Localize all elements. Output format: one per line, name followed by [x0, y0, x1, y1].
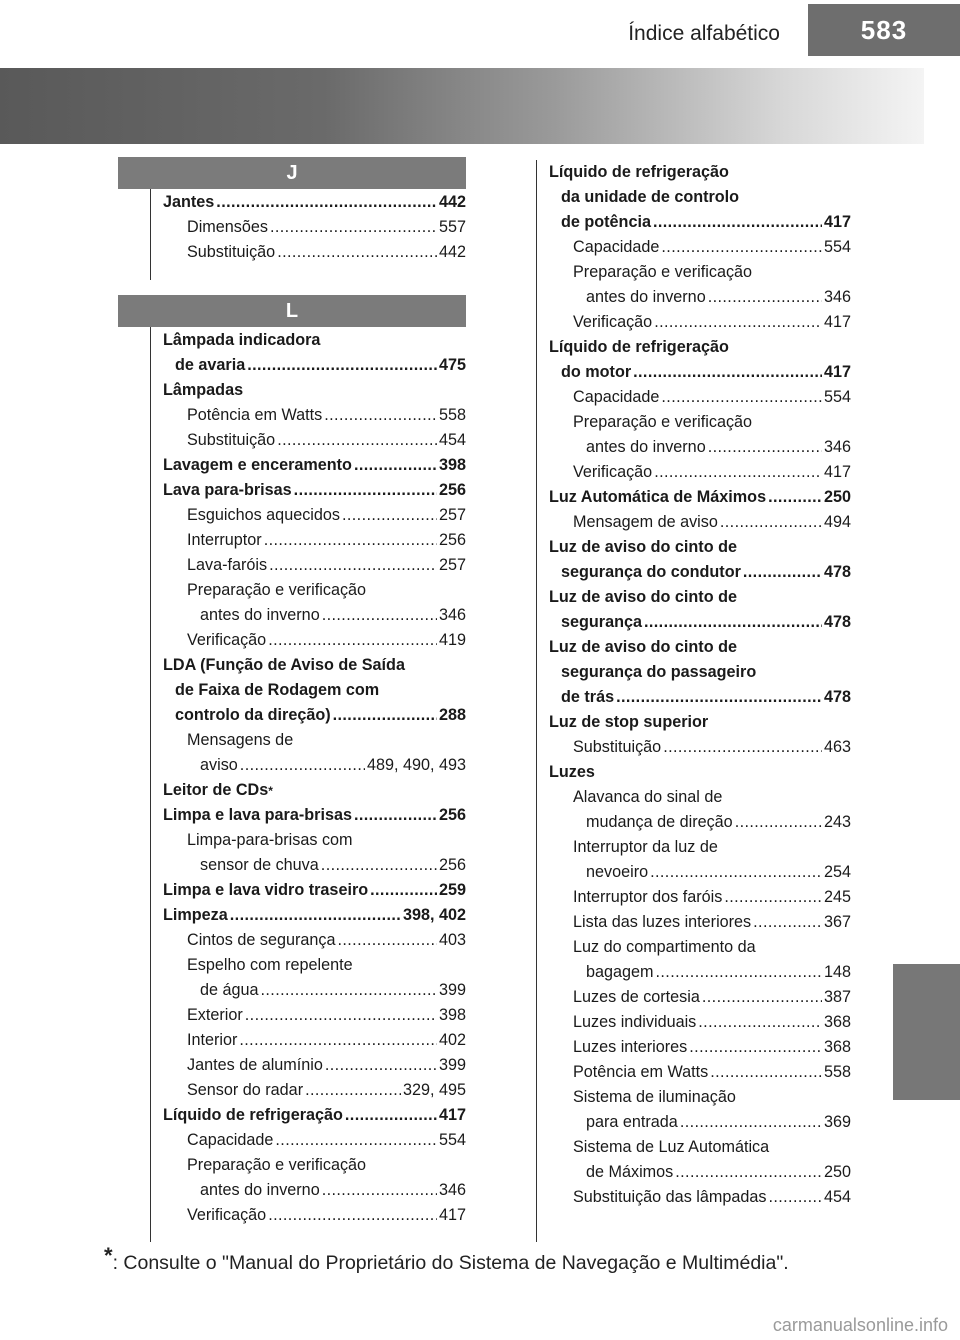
dot-leader	[277, 240, 437, 265]
dot-leader	[675, 1160, 822, 1185]
entry-term: Substituição das lâmpadas	[573, 1188, 767, 1206]
index-entry	[549, 535, 851, 560]
index-entry	[549, 360, 851, 385]
index-entry	[549, 960, 851, 985]
entry-page-ref: 558	[438, 406, 466, 424]
entry-page-ref: 554	[438, 1131, 466, 1149]
entry-term: Interruptor da luz de	[573, 838, 718, 856]
entry-term: Espelho com repelente	[187, 956, 353, 974]
entry-term: controlo da direção)	[175, 706, 331, 724]
index-entry	[549, 1060, 851, 1085]
entry-term: Luz de aviso do cinto de	[549, 538, 737, 556]
index-column-left-j	[163, 190, 466, 265]
index-entry	[163, 628, 466, 653]
entry-term: Interruptor	[187, 531, 262, 549]
entry-page-ref: 398	[438, 456, 466, 474]
index-entry	[163, 928, 466, 953]
column-rule-left-2	[150, 326, 151, 1242]
index-entry	[549, 285, 851, 310]
entry-page-ref: 494	[823, 513, 851, 531]
dot-leader	[354, 803, 437, 828]
dot-leader	[305, 1078, 401, 1103]
index-entry	[549, 985, 851, 1010]
entry-term: do motor	[561, 363, 632, 381]
entry-term: Sistema de iluminação	[573, 1088, 736, 1106]
entry-term: Luz de aviso do cinto de	[549, 638, 737, 656]
index-entry	[549, 510, 851, 535]
dot-leader	[735, 810, 822, 835]
entry-page-ref: 329, 495	[402, 1081, 466, 1099]
index-entry	[163, 478, 466, 503]
index-entry	[549, 1185, 851, 1210]
dot-leader	[325, 1053, 437, 1078]
index-entry	[549, 260, 851, 285]
entry-term: Preparação e verificação	[573, 413, 753, 431]
dot-leader	[724, 885, 822, 910]
entry-term: Substituição	[573, 738, 662, 756]
index-entry	[549, 735, 851, 760]
dot-leader	[768, 1185, 822, 1210]
dot-leader	[633, 360, 822, 385]
index-entry	[163, 528, 466, 553]
index-entry	[549, 885, 851, 910]
entry-term: Limpa-para-brisas com	[187, 831, 353, 849]
dot-leader	[277, 428, 437, 453]
entry-term: para entrada	[586, 1113, 678, 1131]
entry-page-ref: 256	[438, 856, 466, 874]
entry-page-ref: 417	[823, 213, 851, 231]
entry-page-ref: 259	[438, 881, 466, 899]
entry-term: Leitor de CDs	[163, 781, 269, 799]
dot-leader	[708, 435, 822, 460]
entry-page-ref: 256	[438, 806, 466, 824]
dot-leader	[661, 235, 822, 260]
index-entry	[163, 1028, 466, 1053]
entry-page-ref: 478	[823, 563, 851, 581]
index-entry	[163, 378, 466, 403]
dot-leader	[710, 1060, 822, 1085]
entry-term: mudança de direção	[586, 813, 733, 831]
dot-leader	[708, 285, 822, 310]
dot-leader	[653, 210, 822, 235]
index-entry	[549, 910, 851, 935]
index-entry	[549, 410, 851, 435]
index-entry	[163, 903, 466, 928]
entry-term: de trás	[561, 688, 615, 706]
index-entry	[549, 585, 851, 610]
index-entry	[549, 610, 851, 635]
entry-page-ref: 478	[823, 613, 851, 631]
index-entry	[549, 1085, 851, 1110]
dot-leader	[743, 560, 822, 585]
dot-leader	[239, 1028, 437, 1053]
dot-leader	[644, 610, 822, 635]
index-entry	[163, 328, 466, 353]
dot-leader	[270, 215, 437, 240]
entry-term: de Máximos	[586, 1163, 674, 1181]
entry-term: Limpeza	[163, 906, 228, 924]
entry-page-ref: 250	[823, 488, 851, 506]
dot-leader	[216, 190, 437, 215]
dot-leader	[345, 1103, 437, 1128]
dot-leader	[322, 1178, 437, 1203]
index-entry	[163, 828, 466, 853]
entry-page-ref: 475	[438, 356, 466, 374]
entry-term: segurança do condutor	[561, 563, 741, 581]
dot-leader	[663, 735, 822, 760]
index-entry	[163, 190, 466, 215]
dot-leader	[702, 985, 822, 1010]
index-entry	[163, 553, 466, 578]
dot-leader	[324, 403, 437, 428]
entry-term: Exterior	[187, 1006, 243, 1024]
entry-term: Verificação	[573, 313, 653, 331]
entry-page-ref: 243	[823, 813, 851, 831]
dot-leader	[321, 853, 437, 878]
index-entry	[163, 453, 466, 478]
entry-term: Jantes de alumínio	[187, 1056, 323, 1074]
entry-term: Potência em Watts	[573, 1063, 709, 1081]
entry-page-ref: 419	[438, 631, 466, 649]
index-entry	[163, 428, 466, 453]
entry-term: Substituição	[187, 243, 276, 261]
entry-page-ref: 148	[823, 963, 851, 981]
entry-term: Lâmpada indicadora	[163, 331, 321, 349]
dot-leader	[654, 310, 822, 335]
entry-term: Luz Automática de Máximos	[549, 488, 767, 506]
entry-page-ref: 399	[438, 981, 466, 999]
entry-term: antes do inverno	[200, 606, 320, 624]
entry-term: Capacidade	[187, 1131, 274, 1149]
entry-term: Interruptor dos faróis	[573, 888, 723, 906]
index-entry	[549, 760, 851, 785]
section-title: Índice alfabético	[628, 22, 780, 45]
index-column-left-l	[163, 328, 466, 1228]
index-entry	[163, 353, 466, 378]
index-entry	[163, 853, 466, 878]
entry-page-ref: 346	[438, 606, 466, 624]
index-entry	[549, 335, 851, 360]
column-rule-left	[150, 188, 151, 280]
index-entry	[549, 210, 851, 235]
dot-leader	[698, 1010, 822, 1035]
dot-leader	[753, 910, 822, 935]
index-entry	[549, 460, 851, 485]
entry-page-ref: 346	[823, 288, 851, 306]
index-entry	[163, 728, 466, 753]
index-entry	[163, 240, 466, 265]
dot-leader	[680, 1110, 822, 1135]
entry-page-ref: 442	[438, 243, 466, 261]
entry-term: Líquido de refrigeração	[549, 338, 729, 356]
page-header	[0, 0, 960, 58]
entry-term: Limpa e lava para-brisas	[163, 806, 352, 824]
index-entry	[549, 860, 851, 885]
dot-leader	[654, 460, 822, 485]
entry-term: Luzes de cortesia	[573, 988, 700, 1006]
index-entry	[163, 878, 466, 903]
entry-page-ref: 346	[438, 1181, 466, 1199]
entry-term: Mensagem de aviso	[573, 513, 718, 531]
entry-page-ref: 403	[438, 931, 466, 949]
index-entry	[163, 703, 466, 728]
entry-term: Mensagens de	[187, 731, 294, 749]
index-entry	[549, 810, 851, 835]
entry-term: aviso	[200, 756, 238, 774]
entry-term: Dimensões	[187, 218, 268, 236]
index-entry	[549, 710, 851, 735]
dot-leader	[370, 878, 437, 903]
entry-term: Verificação	[573, 463, 653, 481]
index-entry	[549, 635, 851, 660]
entry-term: Cintos de segurança	[187, 931, 336, 949]
index-entry	[549, 185, 851, 210]
entry-term: LDA (Função de Aviso de Saída	[163, 656, 405, 674]
entry-term: Potência em Watts	[187, 406, 323, 424]
index-entry	[549, 485, 851, 510]
entry-term: Luz do compartimento da	[573, 938, 756, 956]
index-entry	[163, 503, 466, 528]
index-entry	[163, 1078, 466, 1103]
column-rule-middle	[536, 160, 537, 1242]
entry-page-ref: 399	[438, 1056, 466, 1074]
section-header-j: J	[118, 157, 466, 189]
entry-term: Lava para-brisas	[163, 481, 292, 499]
dot-leader	[268, 628, 437, 653]
chapter-tab	[893, 964, 960, 1100]
dot-leader	[656, 960, 822, 985]
footnote-star: *	[104, 1243, 113, 1268]
entry-page-ref: 417	[823, 313, 851, 331]
entry-page-ref: 368	[823, 1013, 851, 1031]
entry-term: Lava-faróis	[187, 556, 268, 574]
dot-leader	[354, 453, 437, 478]
section-header-l: L	[118, 295, 466, 327]
dot-leader	[230, 903, 401, 928]
entry-page-ref: 478	[823, 688, 851, 706]
entry-term: Luzes interiores	[573, 1038, 688, 1056]
index-entry	[163, 1053, 466, 1078]
entry-page-ref: 256	[438, 531, 466, 549]
entry-term: da unidade de controlo	[561, 188, 740, 206]
entry-term: sensor de chuva	[200, 856, 319, 874]
dot-leader	[616, 685, 822, 710]
watermark: carmanualsonline.info	[772, 1315, 948, 1335]
entry-term: segurança	[561, 613, 642, 631]
entry-term: Lavagem e enceramento	[163, 456, 352, 474]
entry-term: bagagem	[586, 963, 654, 981]
index-entry: Leitor de CDs *	[163, 778, 466, 803]
index-entry	[549, 685, 851, 710]
index-entry	[163, 1128, 466, 1153]
entry-term: de avaria	[175, 356, 246, 374]
dot-leader	[275, 1128, 437, 1153]
entry-term: Substituição	[187, 431, 276, 449]
index-entry	[163, 403, 466, 428]
index-entry	[163, 953, 466, 978]
index-entry	[163, 1178, 466, 1203]
entry-term: Sistema de Luz Automática	[573, 1138, 770, 1156]
entry-page-ref: 368	[823, 1038, 851, 1056]
entry-term: Capacidade	[573, 238, 660, 256]
entry-term: nevoeiro	[586, 863, 649, 881]
entry-term: Jantes	[163, 193, 215, 211]
entry-page-ref: 250	[823, 1163, 851, 1181]
entry-page-ref: 442	[438, 193, 466, 211]
entry-page-ref: 454	[438, 431, 466, 449]
index-entry	[163, 215, 466, 240]
entry-page-ref: 417	[823, 363, 851, 381]
entry-term: Lista das luzes interiores	[573, 913, 752, 931]
entry-page-ref: 398, 402	[402, 906, 466, 924]
entry-page-ref: 288	[438, 706, 466, 724]
entry-term: de Faixa de Rodagem com	[175, 681, 380, 699]
entry-term: Verificação	[187, 631, 267, 649]
entry-page-ref: 257	[438, 506, 466, 524]
dot-leader	[333, 703, 437, 728]
entry-term: segurança do passageiro	[561, 663, 757, 681]
dot-leader	[247, 353, 437, 378]
index-entry	[549, 785, 851, 810]
entry-term: Líquido de refrigeração	[549, 163, 729, 181]
index-entry	[549, 235, 851, 260]
entry-term: antes do inverno	[200, 1181, 320, 1199]
entry-page-ref: 346	[823, 438, 851, 456]
index-entry	[549, 385, 851, 410]
entry-term: Preparação e verificação	[573, 263, 753, 281]
index-entry	[163, 603, 466, 628]
entry-page-ref: 558	[823, 1063, 851, 1081]
dot-leader	[268, 1203, 437, 1228]
entry-term: antes do inverno	[586, 438, 706, 456]
index-entry	[163, 653, 466, 678]
index-entry	[549, 935, 851, 960]
entry-term: Capacidade	[573, 388, 660, 406]
entry-page-ref: 463	[823, 738, 851, 756]
dot-leader	[240, 753, 365, 778]
entry-term: Luzes	[549, 763, 595, 781]
index-entry	[163, 578, 466, 603]
entry-term: Preparação e verificação	[187, 581, 367, 599]
entry-page-ref: 367	[823, 913, 851, 931]
entry-term: de potência	[561, 213, 651, 231]
index-entry	[549, 660, 851, 685]
entry-page-ref: 257	[438, 556, 466, 574]
entry-term: Interior	[187, 1031, 238, 1049]
index-entry	[549, 1010, 851, 1035]
dot-leader	[245, 1003, 437, 1028]
index-entry	[163, 978, 466, 1003]
entry-page-ref: 417	[438, 1206, 466, 1224]
header-banner	[0, 68, 924, 144]
dot-leader	[337, 928, 437, 953]
index-entry	[549, 1110, 851, 1135]
dot-leader	[261, 978, 437, 1003]
dot-leader	[720, 510, 822, 535]
entry-term: Esguichos aquecidos	[187, 506, 340, 524]
entry-page-ref: 398	[438, 1006, 466, 1024]
index-entry	[163, 1003, 466, 1028]
dot-leader	[689, 1035, 822, 1060]
dot-leader	[650, 860, 822, 885]
index-entry	[549, 1160, 851, 1185]
index-entry	[549, 560, 851, 585]
index-entry	[163, 1203, 466, 1228]
index-entry	[163, 803, 466, 828]
entry-term: Luz de aviso do cinto de	[549, 588, 737, 606]
entry-term: Líquido de refrigeração	[163, 1106, 343, 1124]
dot-leader	[768, 485, 822, 510]
entry-page-ref: 454	[823, 1188, 851, 1206]
entry-page-ref: 554	[823, 388, 851, 406]
entry-page-ref: 557	[438, 218, 466, 236]
entry-page-ref: 417	[823, 463, 851, 481]
index-entry	[163, 1103, 466, 1128]
entry-term: Lâmpadas	[163, 381, 244, 399]
entry-page-ref: 369	[823, 1113, 851, 1131]
dot-leader	[322, 603, 437, 628]
index-entry	[549, 435, 851, 460]
dot-leader	[342, 503, 437, 528]
index-column-right	[549, 160, 851, 1210]
entry-term: antes do inverno	[586, 288, 706, 306]
footnote	[104, 1243, 789, 1275]
index-entry	[163, 753, 466, 778]
entry-term: Limpa e lava vidro traseiro	[163, 881, 369, 899]
entry-term: Alavanca do sinal de	[573, 788, 723, 806]
entry-page-ref: 417	[438, 1106, 466, 1124]
dot-leader	[294, 478, 437, 503]
entry-term: Luz de stop superior	[549, 713, 709, 731]
entry-page-ref: 254	[823, 863, 851, 881]
footnote-text: : Consulte o "Manual do Proprietário do Sistema de Navegação e Multimédia".	[112, 1252, 789, 1274]
entry-page-ref: 554	[823, 238, 851, 256]
entry-term: Sensor do radar	[187, 1081, 304, 1099]
index-entry	[163, 1153, 466, 1178]
index-entry	[549, 1035, 851, 1060]
page-number: 583	[808, 4, 960, 56]
dot-leader	[264, 528, 437, 553]
index-entry	[163, 678, 466, 703]
entry-term: Verificação	[187, 1206, 267, 1224]
entry-page-ref: 489, 490, 493	[366, 756, 466, 774]
entry-term: Luzes individuais	[573, 1013, 697, 1031]
dot-leader	[661, 385, 822, 410]
entry-term: de água	[200, 981, 259, 999]
entry-page-ref: 402	[438, 1031, 466, 1049]
entry-page-ref: 387	[823, 988, 851, 1006]
index-entry	[549, 310, 851, 335]
index-entry	[549, 835, 851, 860]
dot-leader	[269, 553, 437, 578]
index-entry	[549, 160, 851, 185]
entry-page-ref: 256	[438, 481, 466, 499]
entry-page-ref: 245	[823, 888, 851, 906]
index-entry	[549, 1135, 851, 1160]
entry-term: Preparação e verificação	[187, 1156, 367, 1174]
